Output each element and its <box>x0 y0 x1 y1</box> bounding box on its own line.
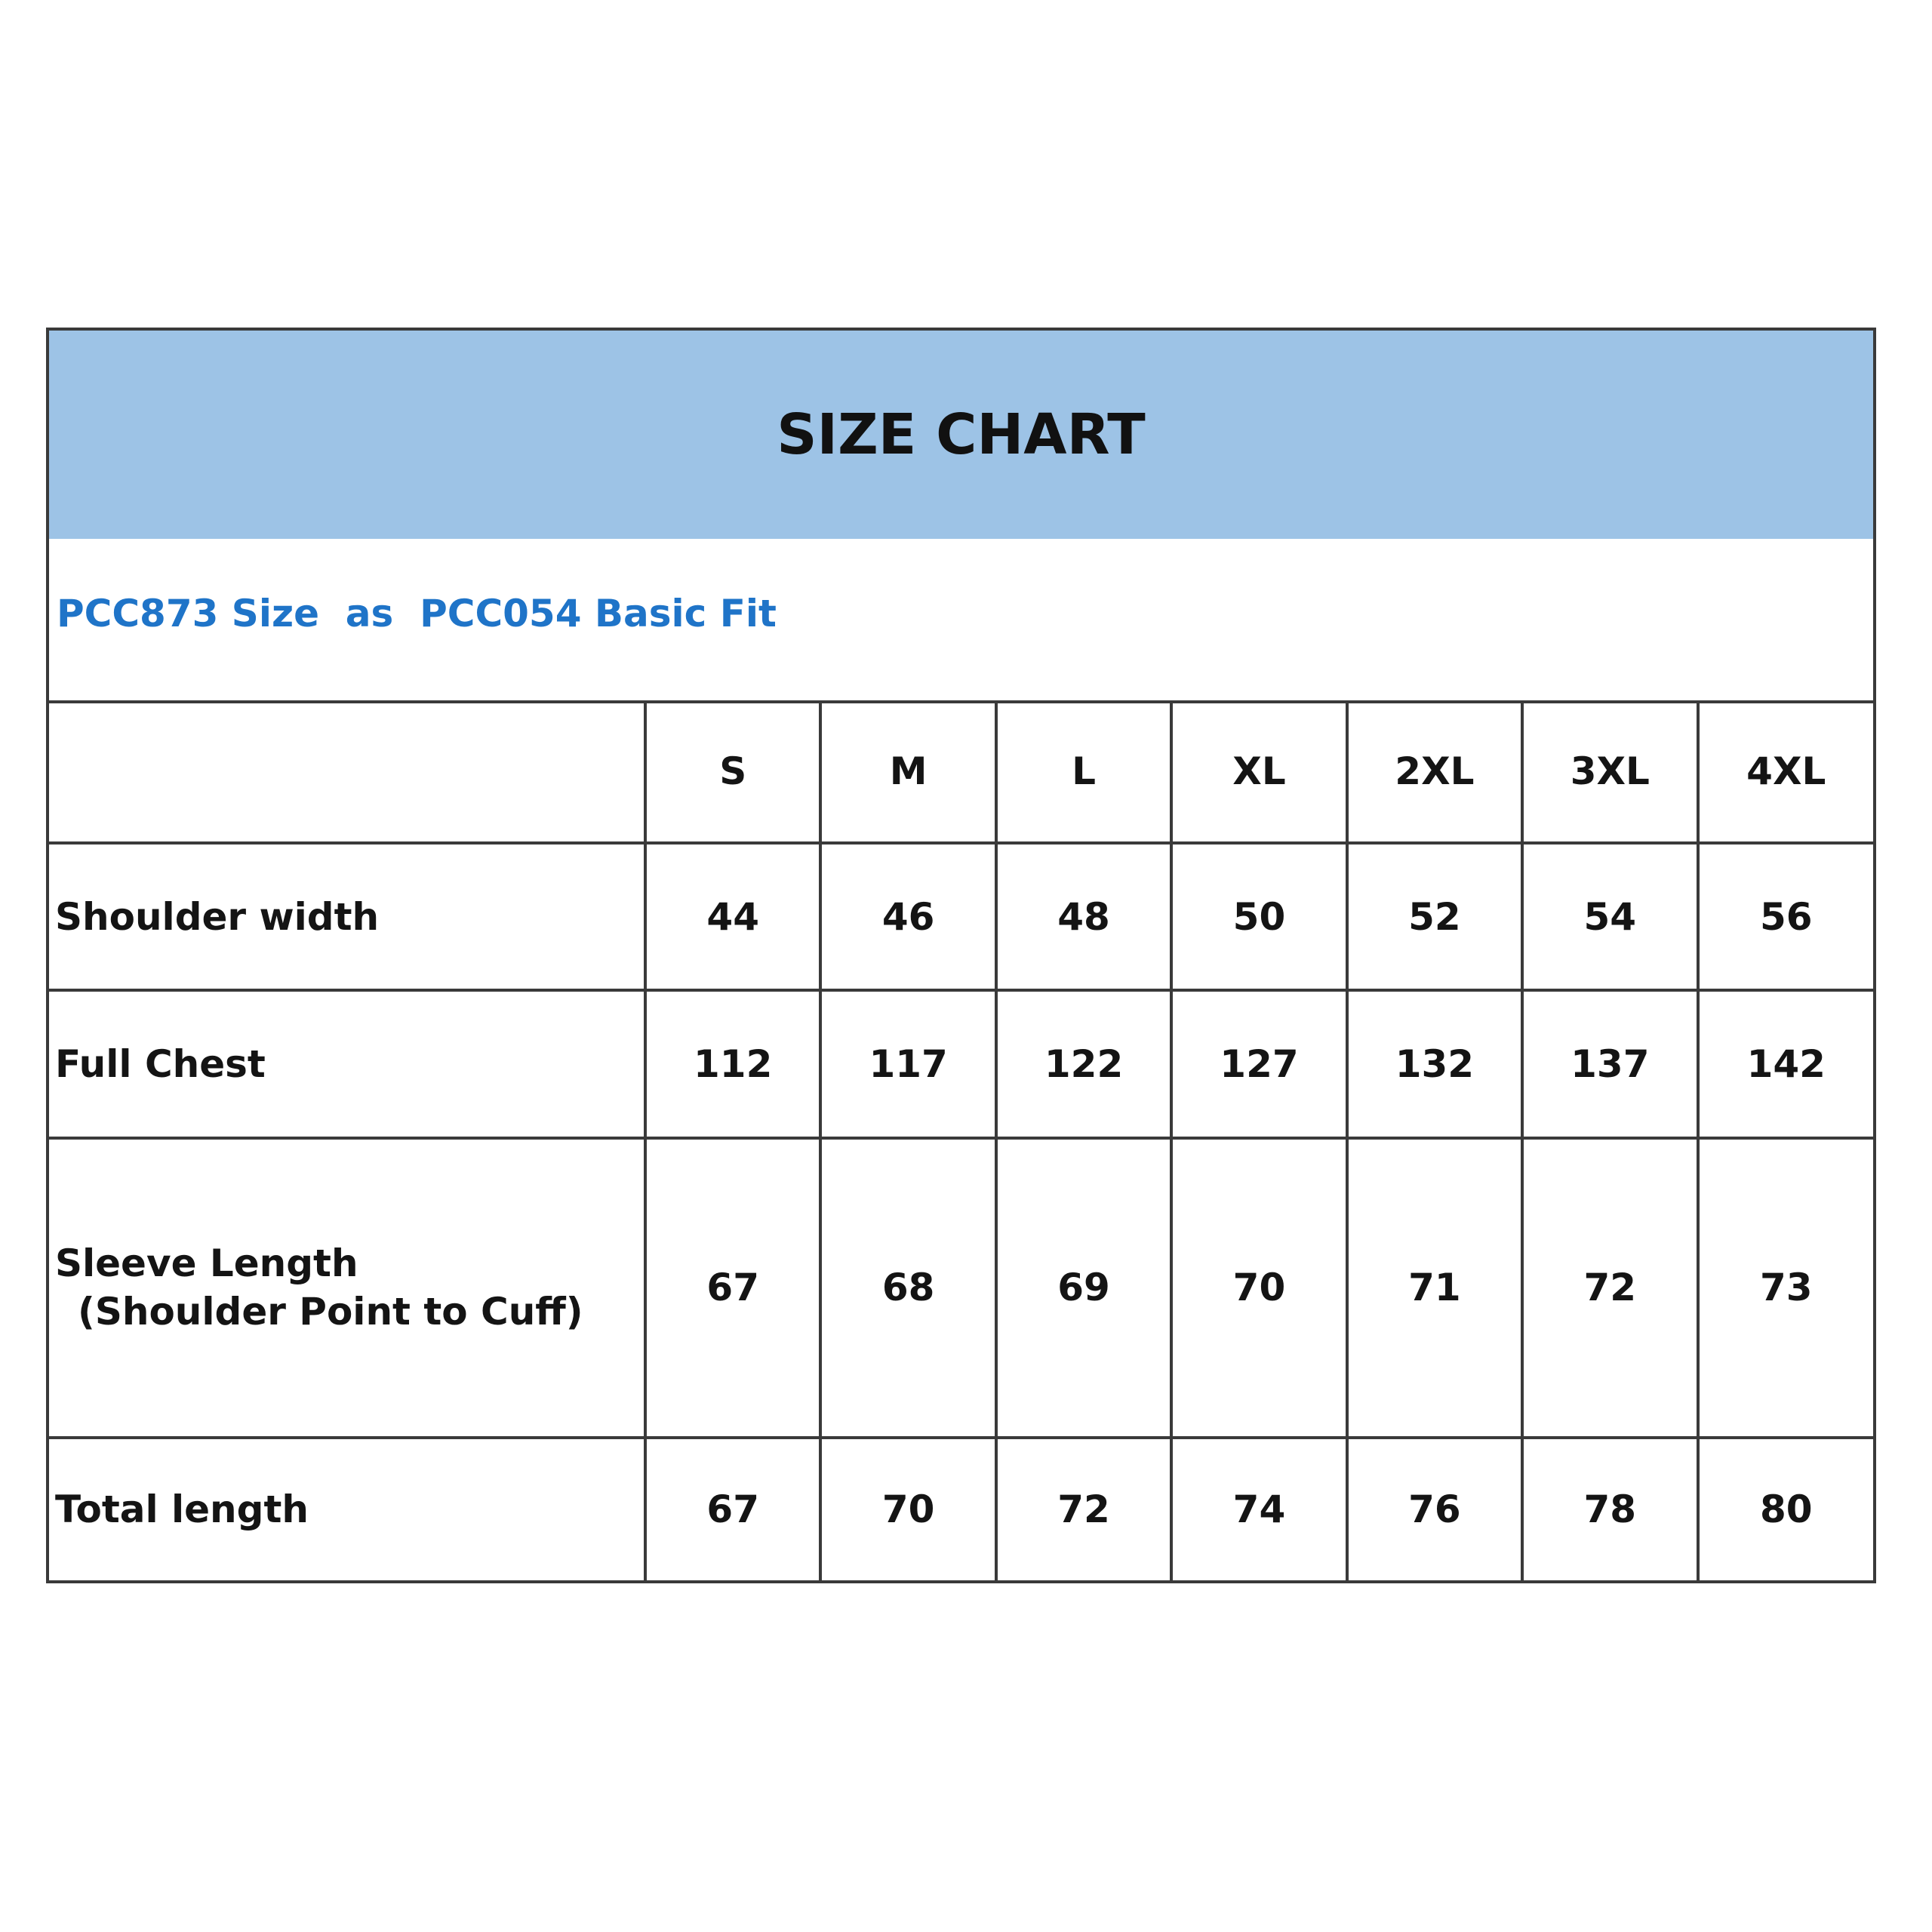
measurement-cell: 52 <box>1347 843 1522 990</box>
row-label-cell <box>49 843 645 990</box>
row-label-cell <box>49 990 645 1137</box>
size-header-s: S <box>645 700 820 843</box>
size-header-2xl: 2XL <box>1347 700 1522 843</box>
row-label-cell <box>49 1138 645 1438</box>
measurement-cell: 76 <box>1347 1438 1522 1580</box>
measurement-cell: 46 <box>820 843 995 990</box>
measurement-cell: 80 <box>1698 1438 1873 1580</box>
measurement-cell: 72 <box>1522 1138 1697 1438</box>
row-label: Shoulder width <box>55 894 380 939</box>
measurement-cell: 67 <box>645 1438 820 1580</box>
row-label: Total length <box>55 1487 309 1532</box>
measurement-cell: 48 <box>996 843 1171 990</box>
size-header-l: L <box>996 700 1171 843</box>
measurement-cell: 70 <box>820 1438 995 1580</box>
measurement-cell: 71 <box>1347 1138 1522 1438</box>
table-header-row <box>49 700 1873 843</box>
table-row <box>49 1438 1873 1580</box>
row-label-cell <box>49 1438 645 1580</box>
measurement-cell: 117 <box>820 990 995 1137</box>
measurement-cell: 112 <box>645 990 820 1137</box>
title-band <box>49 331 1873 539</box>
size-header-xl: XL <box>1171 700 1346 843</box>
measurement-cell: 70 <box>1171 1138 1346 1438</box>
measurement-cell: 122 <box>996 990 1171 1137</box>
measurement-cell: 67 <box>645 1138 820 1438</box>
row-label: Full Chest <box>55 1042 266 1087</box>
size-header-4xl: 4XL <box>1698 700 1873 843</box>
measurement-cell: 73 <box>1698 1138 1873 1438</box>
measurement-cell: 56 <box>1698 843 1873 990</box>
row-label-note: (Shoulder Point to Cuff) <box>78 1290 583 1334</box>
row-label: Sleeve Length <box>55 1241 358 1286</box>
chart-subtitle: PCC873 Size as PCC054 Basic Fit <box>57 592 777 635</box>
measurement-cell: 132 <box>1347 990 1522 1137</box>
measurement-cell: 69 <box>996 1138 1171 1438</box>
table-row <box>49 990 1873 1137</box>
measurement-cell: 142 <box>1698 990 1873 1137</box>
size-chart-frame <box>46 328 1876 1583</box>
measurement-cell: 50 <box>1171 843 1346 990</box>
measurement-cell: 137 <box>1522 990 1697 1137</box>
size-table <box>49 700 1873 1580</box>
size-header-3xl: 3XL <box>1522 700 1697 843</box>
measurement-cell: 68 <box>820 1138 995 1438</box>
subtitle-row <box>49 539 1873 703</box>
measurement-cell: 72 <box>996 1438 1171 1580</box>
chart-title: SIZE CHART <box>777 402 1146 467</box>
measurement-cell: 78 <box>1522 1438 1697 1580</box>
measurement-cell: 127 <box>1171 990 1346 1137</box>
table-row <box>49 1138 1873 1438</box>
measurement-cell: 44 <box>645 843 820 990</box>
measurement-cell: 54 <box>1522 843 1697 990</box>
table-corner-cell <box>49 700 645 843</box>
table-row <box>49 843 1873 990</box>
measurement-cell: 74 <box>1171 1438 1346 1580</box>
size-header-m: M <box>820 700 995 843</box>
